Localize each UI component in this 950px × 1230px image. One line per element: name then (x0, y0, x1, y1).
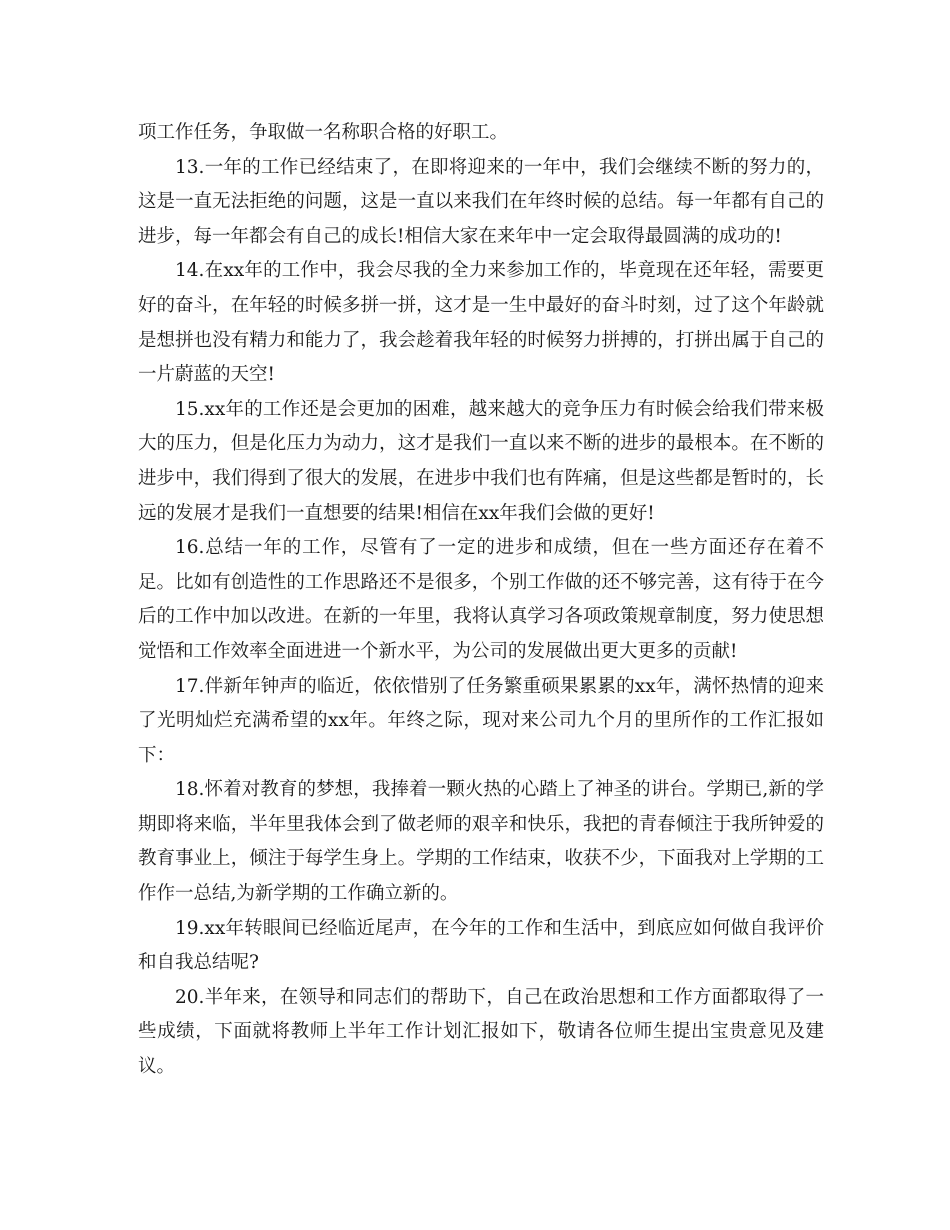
paragraph-18: 18.怀着对教育的梦想，我捧着一颗火热的心踏上了神圣的讲台。学期已,新的学期即将来临，半年里我体会到了做老师的艰辛和快乐，我把的青春倾注于我所钟爱的教育事业上，倾注于每学生身上。学期的工作结束，收获不少，下面我对上学期的工作作一总结,为新学期的工作确立新的。 (138, 779, 824, 905)
paragraph-15: 15.xx年的工作还是会更加的困难，越来越大的竞争压力有时候会给我们带来极大的压力，但是化压力为动力，这才是我们一直以来不断的进步的最根本。在不断的进步中，我们得到了很大的发展，在进步中我们也有阵痛，但是这些都是暂时的，长远的发展才是我们一直想要的结果!相信在xx年我们会做的更好! (138, 398, 824, 524)
paragraph-13: 13.一年的工作已经结束了，在即将迎来的一年中，我们会继续不断的努力的，这是一直无法拒绝的问题，这是一直以来我们在年终时候的总结。每一年都有自己的进步，每一年都会有自己的成长!相信大家在来年中一定会取得最圆满的成功的! (138, 156, 824, 247)
paragraph-20: 20.半年来，在领导和同志们的帮助下，自己在政治思想和工作方面都取得了一些成绩，下面就将教师上半年工作计划汇报如下，敬请各位师生提出宝贵意见及建议。 (138, 986, 824, 1078)
paragraph-continuation: 项工作任务，争取做一名称职合格的好职工。 (138, 122, 509, 143)
paragraph-16: 16.总结一年的工作，尽管有了一定的进步和成绩，但在一些方面还存在着不足。比如有创造性的工作思路还不是很多，个别工作做的还不够完善，这有待于在今后的工作中加以改进。在新的一年里，我将认真学习各项政策规章制度，努力使思想觉悟和工作效率全面进进一个新水平，为公司的发展做出更大更多的贡献! (138, 537, 824, 662)
paragraph-17: 17.伴新年钟声的临近，依依惜别了任务繁重硕果累累的xx年，满怀热情的迎来了光明灿烂充满希望的xx年。年终之际，现对来公司九个月的里所作的工作汇报如下： (138, 675, 824, 766)
document-body (138, 116, 824, 1085)
paragraph-19: 19.xx年转眼间已经临近尾声，在今年的工作和生活中，到底应如何做自我评价和自我总结呢? (138, 917, 824, 974)
paragraph-14: 14.在xx年的工作中，我会尽我的全力来参加工作的，毕竟现在还年轻，需要更好的奋斗，在年轻的时候多拼一拼，这才是一生中最好的奋斗时刻，过了这个年龄就是想拼也没有精力和能力了，我会趁着我年轻的时候努力拼搏的，打拼出属于自己的一片蔚蓝的天空! (138, 260, 824, 386)
